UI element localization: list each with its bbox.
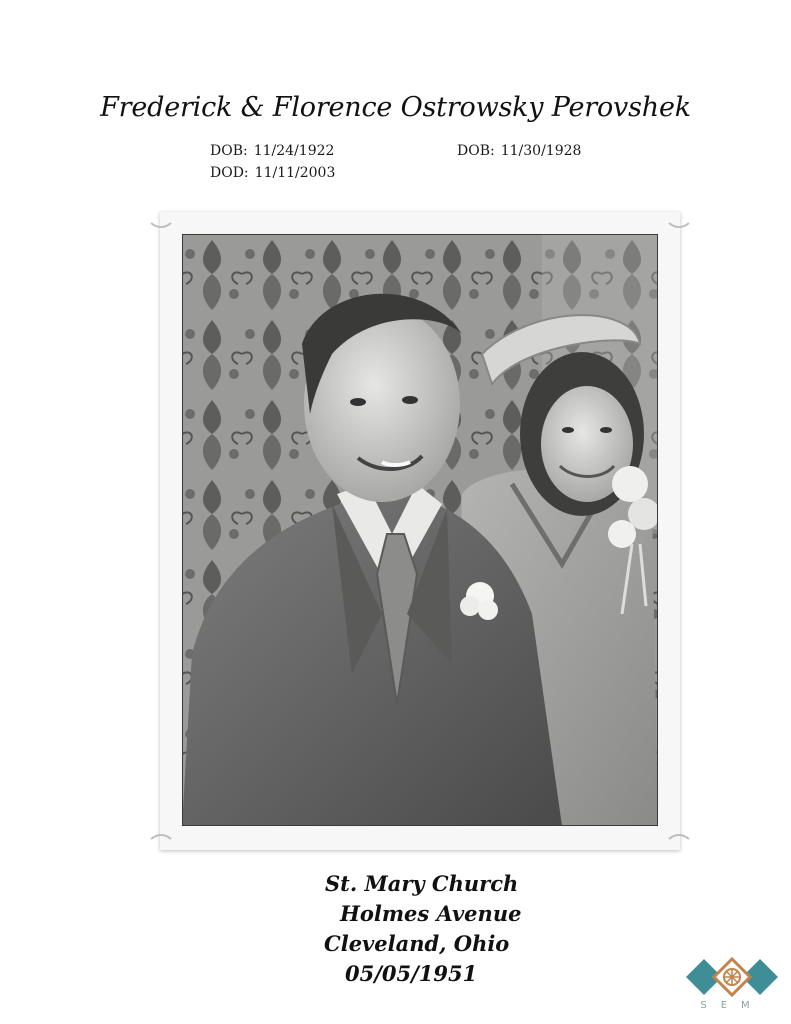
page-title: Frederick & Florence Ostrowsky Perovshek — [100, 92, 691, 123]
logo-letters: SEM — [700, 1000, 764, 1011]
frame-corner-bottom-left — [146, 834, 176, 864]
frederick-dob-row — [210, 140, 335, 162]
venue-church: St. Mary Church — [325, 871, 519, 896]
frederick-dob-value: 11/24/1922 — [253, 143, 335, 159]
frederick-dod-value: 11/11/2003 — [254, 165, 336, 181]
photo-frame — [160, 212, 680, 850]
frederick-dod-label: DOD: — [210, 165, 249, 181]
florence-dob-row — [457, 140, 581, 162]
wedding-photo — [182, 234, 658, 826]
frederick-dob-label: DOB: — [210, 143, 248, 159]
frederick-dod-row — [210, 162, 335, 184]
florence-dob-value: 11/30/1928 — [500, 143, 582, 159]
venue-street: Holmes Avenue — [340, 901, 522, 926]
frame-corner-bottom-right — [664, 834, 694, 864]
florence-dob-label: DOB: — [457, 143, 495, 159]
florence-dates — [457, 140, 581, 162]
venue-city: Cleveland, Ohio — [324, 931, 510, 956]
frame-corner-top-right — [664, 198, 694, 228]
wedding-date: 05/05/1951 — [345, 961, 478, 986]
frame-corner-top-left — [146, 198, 176, 228]
wedding-photo-illustration — [182, 234, 658, 826]
frederick-dates — [210, 140, 335, 184]
